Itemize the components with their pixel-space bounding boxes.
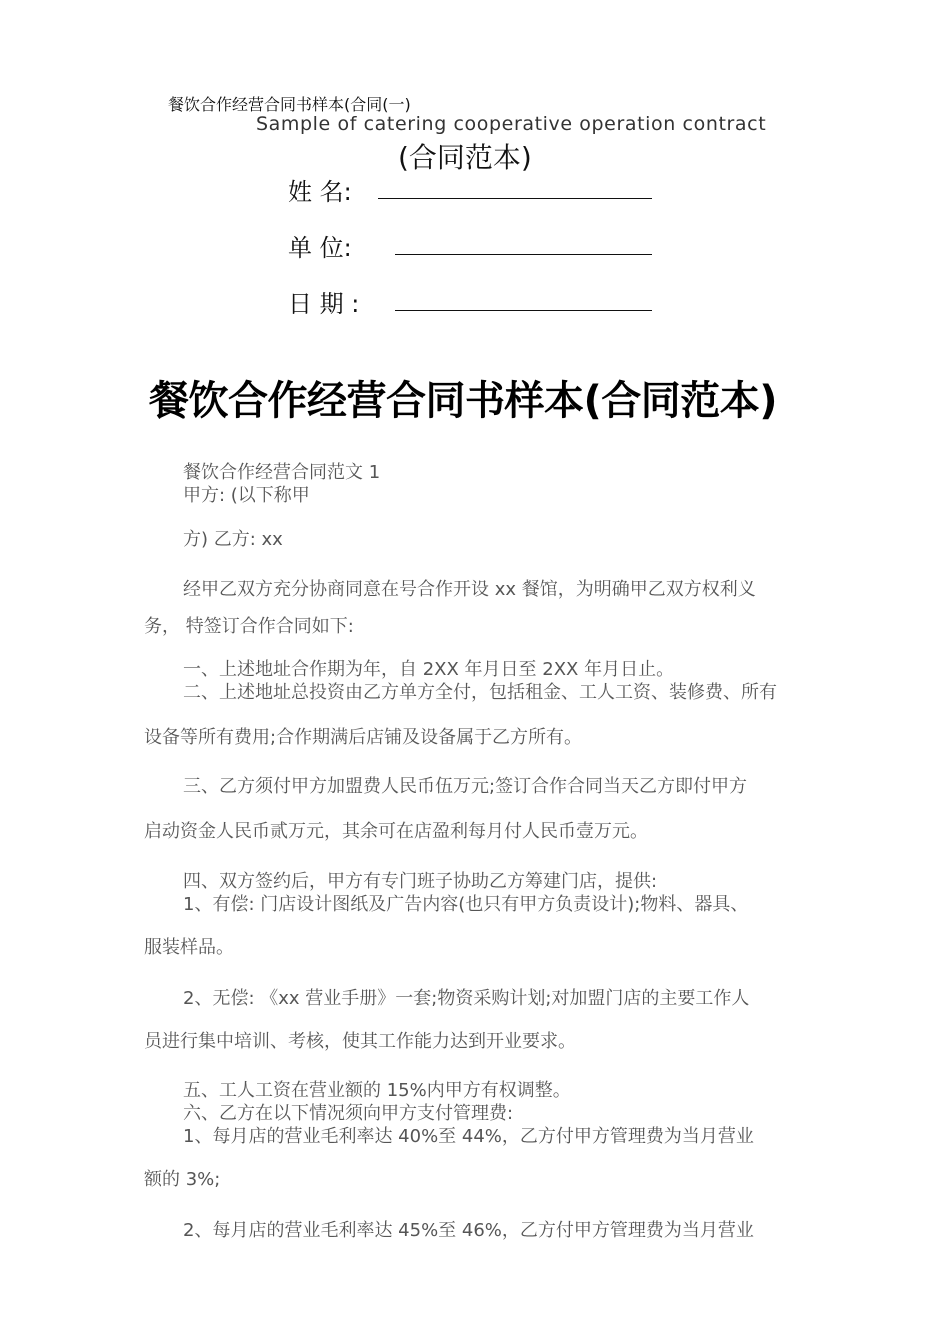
body-line: 额的 3%;: [144, 1169, 221, 1190]
cover-header-english: Sample of catering cooperative operation contract: [256, 113, 767, 135]
body-line: 五、工人工资在营业额的 15%内甲方有权调整。: [183, 1080, 571, 1101]
body-line: 1、每月店的营业毛利率达 40%至 44%，乙方付甲方管理费为当月营业: [183, 1126, 754, 1147]
body-line: 服装样品。: [144, 937, 234, 958]
body-line: 2、无偿: 《xx 营业手册》一套;物资采购计划;对加盟门店的主要工作人: [183, 988, 750, 1009]
body-line: 启动资金人民币贰万元，其余可在店盈利每月付人民币壹万元。: [144, 821, 648, 842]
body-line: 四、双方签约后，甲方有专门班子协助乙方筹建门店，提供:: [183, 871, 658, 892]
body-line: 设备等所有费用;合作期满后店铺及设备属于乙方所有。: [144, 727, 583, 748]
field-label-date: 日 期 :: [288, 290, 360, 318]
body-line: 务， 特签订合作合同如下:: [144, 616, 354, 637]
field-label-unit: 单 位:: [288, 234, 352, 262]
cover-header-chinese: (合同范本): [398, 141, 532, 174]
body-line: 2、每月店的营业毛利率达 45%至 46%，乙方付甲方管理费为当月营业: [183, 1220, 754, 1241]
body-line: 经甲乙双方充分协商同意在号合作开设 xx 餐馆，为明确甲乙双方权利义: [183, 579, 756, 600]
body-line: 甲方: (以下称甲: [183, 485, 310, 506]
body-line: 一、上述地址合作期为年，自 2XX 年月日至 2XX 年月日止。: [183, 659, 675, 680]
document-title: 餐饮合作经营合同书样本(合同范本): [149, 378, 778, 424]
body-line: 三、乙方须付甲方加盟费人民币伍万元;签订合作合同当天乙方即付甲方: [183, 776, 748, 797]
field-line-unit: [395, 254, 652, 255]
body-line: 方) 乙方: xx: [183, 529, 283, 550]
field-label-name: 姓 名:: [288, 178, 352, 206]
body-line: 1、有偿: 门店设计图纸及广告内容(也只有甲方负责设计);物料、器具、: [183, 894, 749, 915]
body-line: 员进行集中培训、考核，使其工作能力达到开业要求。: [144, 1031, 576, 1052]
body-line: 六、乙方在以下情况须向甲方支付管理费:: [183, 1103, 514, 1124]
cover-header-small: 餐饮合作经营合同书样本(合同(一): [168, 95, 411, 114]
body-line: 餐饮合作经营合同范文 1: [183, 462, 381, 483]
field-line-date: [395, 310, 652, 311]
field-line-name: [378, 198, 652, 199]
body-line: 二、上述地址总投资由乙方单方全付，包括租金、工人工资、装修费、所有: [183, 682, 777, 703]
